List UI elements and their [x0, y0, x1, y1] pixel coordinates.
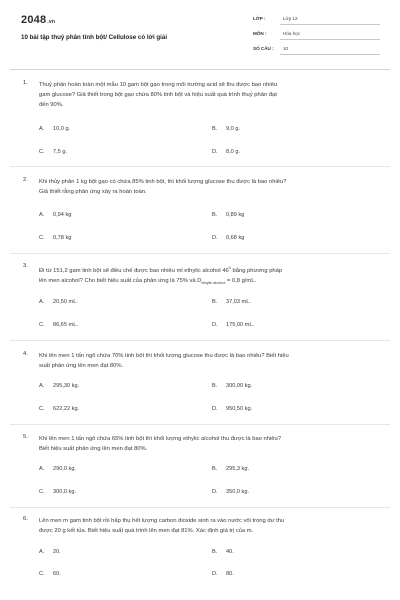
option-d[interactable]: D. 350,0 kg.: [212, 489, 250, 495]
question-number: 1.: [23, 80, 28, 86]
option-c[interactable]: C. 300,0 kg.: [39, 489, 77, 495]
option-b[interactable]: B. 9,0 g.: [212, 126, 240, 132]
question-line: Khi thủy phân 1 kg bột gạo có chứa 85% tinh bột, thì khối lượng glucose thu được là bao nhiêu?: [39, 179, 287, 185]
option-c[interactable]: C. 86,65 mL.: [39, 322, 78, 328]
option-a[interactable]: A. 290,0 kg.: [39, 466, 77, 472]
question-line: Khi lên men 1 tấn ngô chứa 65% tinh bột thì khối lượng ethylic alcohol thu được là bao nhiêu?: [39, 436, 281, 442]
question-line: suất phản ứng lên men đạt 80%.: [39, 363, 124, 369]
question-separator: [10, 507, 390, 508]
option-d[interactable]: D. 80.: [212, 571, 234, 577]
question-line: Giả thiết rằng phản ứng xảy ra hoàn toàn.: [39, 189, 147, 195]
subject-underline: [280, 39, 380, 40]
count-underline: [280, 54, 380, 55]
option-c[interactable]: C. 7,5 g.: [39, 149, 67, 155]
class-value: Lớp 12: [283, 16, 298, 21]
subject-value: Hóa học: [283, 31, 301, 36]
option-c[interactable]: C. 622,22 kg.: [39, 406, 80, 412]
option-a[interactable]: A. 20,50 mL.: [39, 299, 78, 305]
option-d[interactable]: D. 950,50 kg.: [212, 406, 253, 412]
option-a[interactable]: A. 0,94 kg: [39, 212, 72, 218]
site-logo[interactable]: [21, 14, 55, 26]
option-b[interactable]: B. 295,3 kg.: [212, 466, 250, 472]
option-a[interactable]: A. 10,0 g.: [39, 126, 71, 132]
option-b[interactable]: B. 0,89 kg: [212, 212, 245, 218]
option-b[interactable]: B. 300,00 kg.: [212, 383, 253, 389]
subject-label: MÔN :: [253, 31, 267, 36]
option-d[interactable]: D. 8,0 g.: [212, 149, 240, 155]
question-number: 5.: [23, 434, 28, 440]
worksheet-header: [0, 0, 400, 66]
question-number: 4.: [23, 351, 28, 357]
question-text: [39, 516, 384, 536]
question-line: Lên men m gam tinh bột rồi hấp thụ hết lượng carbon dioxide sinh ra vào nước vôi trong dư thu: [39, 518, 285, 524]
question-separator: [10, 253, 390, 254]
question-line: gam glucose? Giả thiết trong bột gạo chứa 80% tinh bột và hiệu suất quá trình thuỷ phân đạt: [39, 92, 277, 98]
question-number: 6.: [23, 516, 28, 522]
option-c[interactable]: C. 0,78 kg: [39, 235, 72, 241]
option-d[interactable]: D. 175,00 mL.: [212, 322, 254, 328]
count-value: 10: [283, 46, 289, 51]
option-c[interactable]: C. 60.: [39, 571, 61, 577]
question-separator: [10, 340, 390, 341]
logo-suffix: .vn: [47, 19, 56, 25]
question-line: Biết hiệu suất phản ứng lên men đạt 80%.: [39, 446, 148, 452]
document-title: 10 bài tập thuỷ phân tinh bột/ Cellulose có lời giải: [21, 34, 168, 41]
header-divider: [10, 69, 390, 70]
question-line: đến 90%.: [39, 102, 64, 108]
question-text: [39, 434, 384, 454]
question-line: được 20 g kết tủa. Biết hiệu suất quá trình lên men đạt 81%. Xác định giá trị của m.: [39, 528, 254, 534]
count-label: SỐ CÂU :: [253, 46, 274, 51]
option-a[interactable]: A. 295,30 kg.: [39, 383, 80, 389]
question-number: 2.: [23, 177, 28, 183]
question-text: [39, 80, 384, 110]
question-separator: [10, 166, 390, 167]
option-d[interactable]: D. 0,68 kg: [212, 235, 245, 241]
question-line: Đi từ 151,2 gam tinh bột sẽ điều chế được bao nhiêu ml ethylic alcohol $46^0$ bằng phương pháp: [39, 266, 283, 274]
question-text: [39, 351, 384, 371]
question-line: Khi lên men 1 tấn ngô chứa 70% tinh bột thì khối lượng glucose thu được là bao nhiêu? Biết hiệu: [39, 353, 289, 359]
question-separator: [10, 424, 390, 425]
question-line: lên men alcohol? Cho biết hiệu suất của phản ứng là 75% và $D_{ethylic alcohol} = 0,8$ g/mL.: [39, 277, 257, 286]
option-b[interactable]: B. 37,03 mL.: [212, 299, 251, 305]
option-a[interactable]: A. 20.: [39, 549, 61, 555]
class-label: LỚP :: [253, 16, 266, 21]
class-underline: [280, 24, 380, 25]
option-b[interactable]: B. 40.: [212, 549, 234, 555]
question-text: [39, 263, 384, 288]
question-text: [39, 177, 384, 197]
question-line: Thuỷ phân hoàn toàn một mẫu 10 gam bột gạo trong môi trường acid sẽ thu được bao nhiêu: [39, 82, 278, 88]
logo-text: 2048: [21, 14, 47, 26]
question-number: 3.: [23, 263, 28, 269]
